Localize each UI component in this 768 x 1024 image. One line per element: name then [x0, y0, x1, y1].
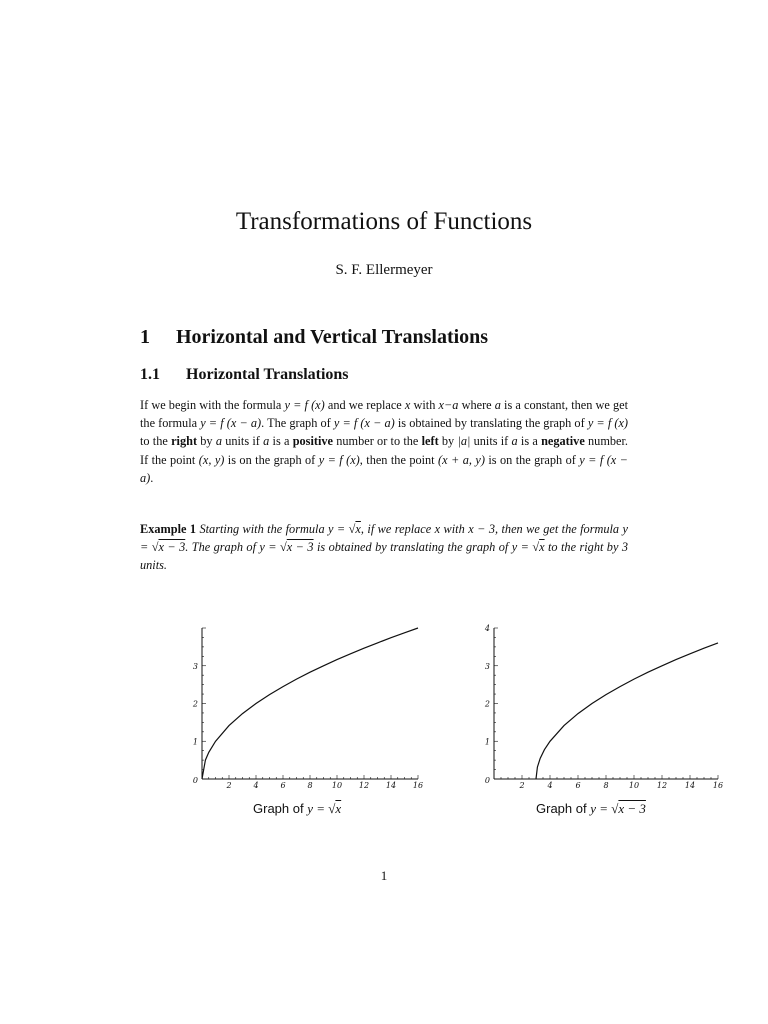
text-span: is a	[269, 434, 293, 449]
caption-prefix: Graph of	[253, 801, 308, 816]
math-span: y = √	[259, 540, 287, 555]
text-span: If we begin with the formula	[140, 398, 285, 412]
math-span: y = f (x − a)	[140, 452, 628, 485]
text-span: is obtained by translating the graph of	[394, 416, 588, 431]
x-tick-label: 14	[684, 781, 696, 790]
x-tick-label: 6	[575, 781, 581, 790]
math-span: y = √	[140, 522, 628, 555]
text-span: units if	[221, 434, 264, 449]
bold-term: positive	[292, 434, 333, 449]
author: S. F. Ellermeyer	[335, 262, 433, 278]
subsection-number: 1.1	[140, 366, 160, 383]
chart-caption-left	[253, 801, 341, 817]
page-number: 1	[380, 868, 388, 883]
text-span: . The graph of	[261, 416, 334, 431]
math-span: x	[434, 522, 441, 536]
math-span: y = f (x)	[587, 416, 629, 431]
math-span: x	[404, 398, 411, 412]
text-span: and we replace	[324, 398, 405, 412]
text-span: number or to the	[333, 434, 422, 449]
caption-math: y = √	[307, 801, 336, 816]
radicand: x	[539, 540, 545, 555]
text-span: , if we replace	[360, 522, 435, 536]
text-span: number. If the point	[140, 434, 628, 467]
text-span: .	[150, 470, 154, 485]
y-tick-label: 2	[484, 699, 490, 709]
text-span: to the right by	[544, 540, 622, 555]
text-span: is obtained by translating the graph of	[313, 540, 512, 555]
text-span: is on the graph of	[484, 452, 580, 467]
subsection-title: Horizontal Translations	[186, 366, 349, 383]
math-span: y = f (x − a)	[333, 416, 395, 431]
origin-label: 0	[484, 776, 490, 785]
section-title: Horizontal and Vertical Translations	[176, 326, 489, 348]
math-span: x−a	[438, 398, 459, 412]
x-tick-label: 8	[603, 781, 609, 790]
text-span: to the	[140, 434, 172, 449]
example-label: Example 1	[140, 522, 197, 536]
x-tick-label: 16	[712, 781, 724, 790]
math-span: a	[511, 434, 518, 449]
x-tick-label: 16	[412, 781, 424, 790]
bold-term: negative	[541, 434, 585, 449]
caption-prefix: Graph of	[536, 801, 591, 816]
caption-radicand: x − 3	[618, 801, 646, 816]
x-tick-label: 10	[628, 781, 640, 790]
text-span: by	[438, 434, 458, 449]
text-span: . The graph of	[185, 540, 260, 555]
y-tick-label: 1	[484, 737, 490, 747]
text-span: with	[410, 398, 439, 412]
chart-caption-right	[536, 801, 646, 817]
origin-label: 0	[192, 776, 198, 785]
x-tick-label: 2	[226, 781, 232, 790]
math-span: (x, y)	[198, 452, 225, 467]
text-span: , then we get the formula	[494, 522, 623, 536]
x-tick-label: 8	[307, 781, 313, 790]
text-span: where	[458, 398, 495, 412]
math-span: a	[263, 434, 270, 449]
paper-title: Transformations of Functions	[235, 208, 533, 235]
caption-math: y = √	[590, 801, 619, 816]
x-tick-label: 12	[656, 781, 668, 790]
y-tick-label: 3	[484, 661, 490, 671]
math-span: x − 3	[468, 522, 495, 536]
caption-radicand: x	[335, 801, 342, 816]
text-span: units if	[470, 434, 512, 449]
series-line	[536, 643, 718, 779]
math-span: a	[494, 398, 501, 412]
y-tick-label: 4	[484, 624, 490, 633]
math-span: |a|	[457, 434, 471, 449]
y-tick-label: 3	[192, 661, 198, 671]
radicand: x	[355, 522, 361, 536]
math-span: y = f (x)	[284, 398, 325, 412]
text-span: , then the point	[359, 452, 439, 467]
y-tick-label: 1	[192, 737, 198, 747]
math-span: y = f (x − a)	[200, 416, 262, 431]
bold-term: right	[171, 434, 198, 449]
text-span: Starting with the formula	[196, 522, 329, 536]
math-span: y = √	[511, 540, 540, 555]
math-span: y = √	[328, 522, 356, 536]
text-span: is on the graph of	[224, 452, 319, 467]
bold-term: left	[421, 434, 439, 449]
x-tick-label: 14	[385, 781, 397, 790]
math-span: a	[215, 434, 222, 449]
text-span: units.	[140, 558, 167, 573]
series-line	[202, 628, 418, 779]
radicand: x − 3	[158, 540, 186, 555]
math-span: 3	[621, 540, 628, 555]
y-tick-label: 2	[192, 699, 198, 709]
text-span: is a constant, then we get the formula	[140, 398, 629, 431]
x-tick-label: 10	[331, 781, 343, 790]
math-span: (x + a, y)	[438, 452, 485, 467]
section-number: 1	[140, 326, 150, 348]
text-span: by	[197, 434, 216, 449]
x-tick-label: 4	[547, 781, 553, 790]
x-tick-label: 4	[253, 781, 259, 790]
radicand: x − 3	[286, 540, 314, 555]
x-tick-label: 2	[519, 781, 525, 790]
text-span: is a	[517, 434, 542, 449]
x-tick-label: 6	[280, 781, 286, 790]
text-span: with	[440, 522, 469, 536]
x-tick-label: 12	[358, 781, 370, 790]
math-span: y = f (x)	[318, 452, 360, 467]
